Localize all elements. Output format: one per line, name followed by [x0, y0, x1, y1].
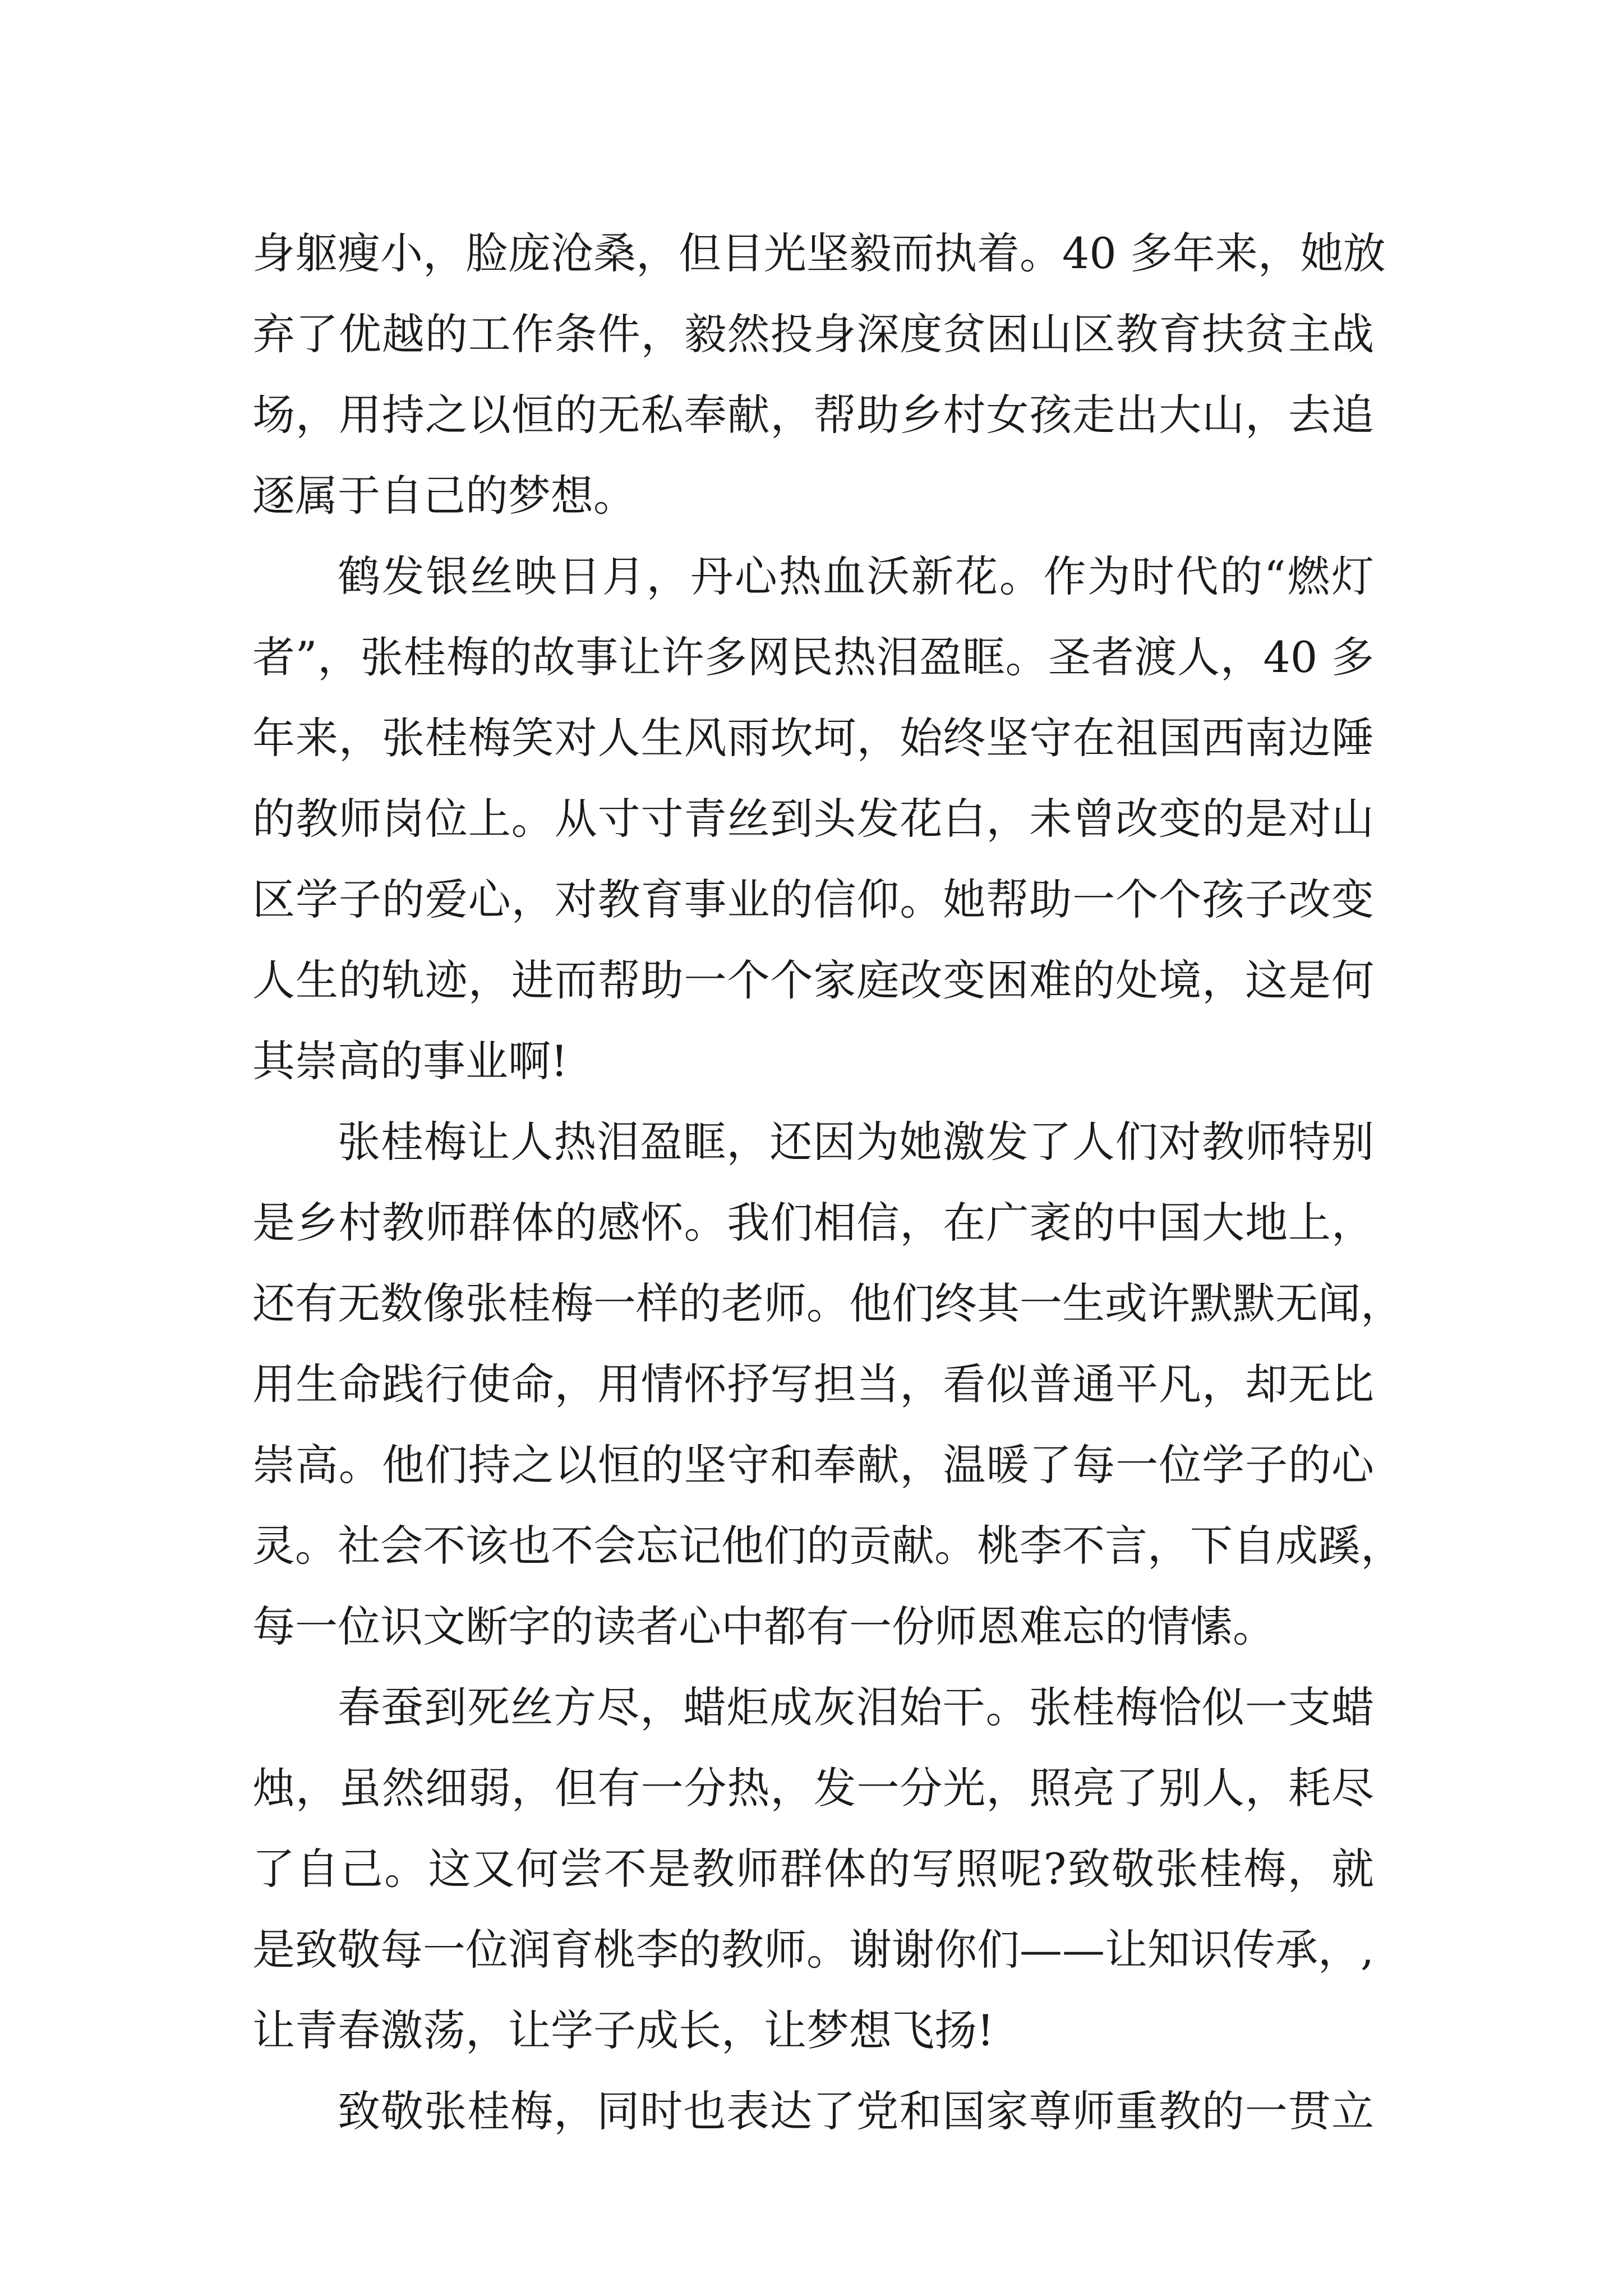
text-line: 其崇高的事业啊!: [252, 1036, 568, 1086]
text-line: 者”，张桂梅的故事让许多网民热泪盈眶。圣者渡人，40 多: [252, 632, 1374, 682]
text-line: 是致敬每一位润育桃李的教师。谢谢你们——让知识传承，,: [252, 1925, 1375, 1975]
text-line: 鹤发银丝映日月，丹心热血沃新花。作为时代的“燃灯: [338, 551, 1374, 601]
paragraph-5: [252, 2071, 1374, 2152]
text-line: 让青春激荡，让学子成长，让梦想飞扬!: [252, 2005, 994, 2055]
text-line: 崇高。他们持之以恒的坚守和奉献，温暖了每一位学子的心: [252, 1440, 1374, 1490]
text-line: 逐属于自己的梦想。: [252, 471, 636, 521]
paragraph-1: [252, 213, 1386, 536]
text-line: 灵。社会不该也不会忘记他们的贡献。桃李不言，下自成蹊，: [252, 1521, 1403, 1571]
text-line: 张桂梅让人热泪盈眶，还因为她激发了人们对教师特别: [338, 1117, 1374, 1167]
text-line: 区学子的爱心，对教育事业的信仰。她帮助一个个孩子改变: [252, 875, 1374, 924]
text-line: 身躯瘦小，脸庞沧桑，但目光坚毅而执着。40 多年来，她放: [252, 228, 1386, 278]
text-line: 用生命践行使命，用情怀抒写担当，看似普通平凡，却无比: [252, 1359, 1374, 1409]
paragraph-2: [252, 536, 1374, 1102]
paragraph-3: [252, 1102, 1403, 1667]
text-line: 人生的轨迹，进而帮助一个个家庭改变困难的处境，这是何: [252, 955, 1374, 1005]
text-line: 弃了优越的工作条件，毅然投身深度贫困山区教育扶贫主战: [252, 309, 1374, 359]
text-line: 年来，张桂梅笑对人生风雨坎坷，始终坚守在祖国西南边陲: [252, 713, 1374, 763]
paragraph-4: [252, 1667, 1374, 2071]
text-line: 了自己。这又何尝不是教师群体的写照呢?致敬张桂梅，就: [252, 1844, 1374, 1894]
text-line: 还有无数像张桂梅一样的老师。他们终其一生或许默默无闻，: [252, 1278, 1403, 1328]
text-line: 春蚕到死丝方尽，蜡炬成灰泪始干。张桂梅恰似一支蜡: [338, 1682, 1374, 1732]
text-line: 的教师岗位上。从寸寸青丝到头发花白，未曾改变的是对山: [252, 794, 1374, 844]
text-line: 场，用持之以恒的无私奉献，帮助乡村女孩走出大山，去追: [252, 390, 1374, 440]
text-line: 致敬张桂梅，同时也表达了党和国家尊师重教的一贯立: [338, 2086, 1374, 2136]
document-page: [252, 213, 1403, 2152]
text-line: 是乡村教师群体的感怀。我们相信，在广袤的中国大地上，: [252, 1198, 1374, 1248]
text-line: 每一位识文断字的读者心中都有一份师恩难忘的情愫。: [252, 1602, 1275, 1651]
text-line: 烛，虽然细弱，但有一分热，发一分光，照亮了别人，耗尽: [252, 1763, 1374, 1813]
